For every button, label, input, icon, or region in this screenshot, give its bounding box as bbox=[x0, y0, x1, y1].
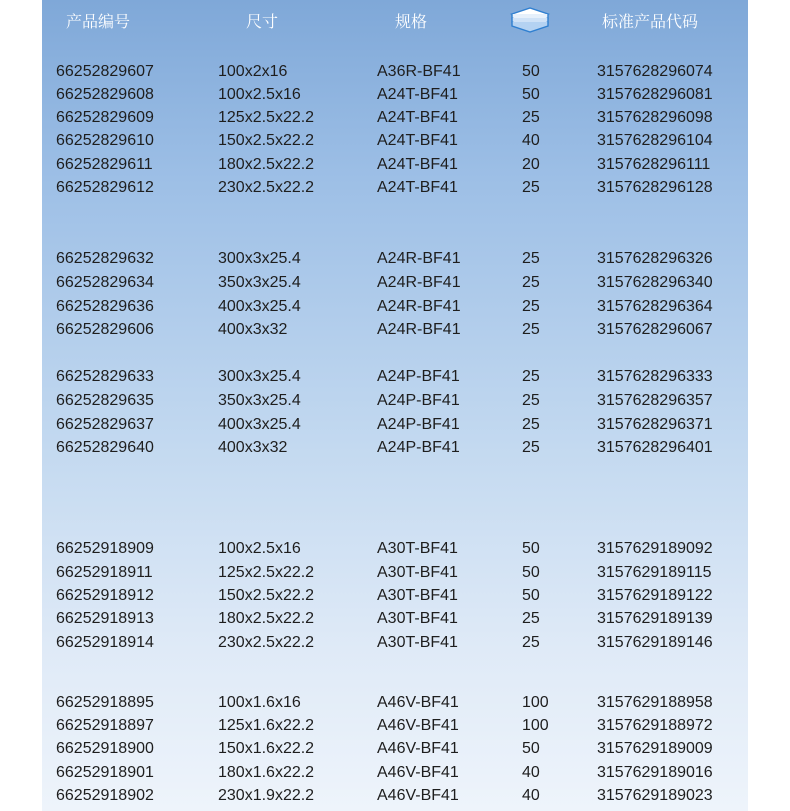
quantity-cell: 40 bbox=[522, 132, 540, 149]
spec-cell: A24R-BF41 bbox=[377, 298, 461, 315]
ean-cell: 3157629189115 bbox=[597, 564, 712, 581]
stack-of-sheets-icon bbox=[508, 5, 552, 35]
quantity-cell: 25 bbox=[522, 634, 540, 651]
quantity-cell: 100 bbox=[522, 694, 549, 711]
table-row bbox=[42, 562, 748, 584]
product-code-cell: 66252829636 bbox=[56, 298, 154, 315]
table-row bbox=[42, 84, 748, 106]
spec-cell: A30T-BF41 bbox=[377, 587, 458, 604]
size-cell: 300x3x25.4 bbox=[218, 368, 301, 385]
quantity-cell: 50 bbox=[522, 564, 540, 581]
product-code-cell: 66252918914 bbox=[56, 634, 154, 651]
table-row bbox=[42, 61, 748, 83]
size-cell: 125x1.6x22.2 bbox=[218, 717, 315, 734]
product-code-cell: 66252829633 bbox=[56, 368, 154, 385]
product-code-cell: 66252829606 bbox=[56, 321, 154, 338]
product-code-cell: 66252829612 bbox=[56, 179, 154, 196]
size-cell: 400x3x32 bbox=[218, 439, 288, 456]
ean-cell: 3157628296364 bbox=[597, 298, 713, 315]
ean-cell: 3157628296340 bbox=[597, 274, 713, 291]
table-row bbox=[42, 107, 748, 129]
product-code-cell: 66252918909 bbox=[56, 540, 154, 557]
product-code-cell: 66252829640 bbox=[56, 439, 154, 456]
spec-cell: A36R-BF41 bbox=[377, 63, 461, 80]
quantity-cell: 25 bbox=[522, 416, 540, 433]
table-row bbox=[42, 414, 748, 436]
table-row bbox=[42, 762, 748, 784]
size-cell: 350x3x25.4 bbox=[218, 274, 301, 291]
product-code-cell: 66252918897 bbox=[56, 717, 154, 734]
quantity-cell: 40 bbox=[522, 787, 540, 804]
size-cell: 100x2x16 bbox=[218, 63, 288, 80]
quantity-cell: 50 bbox=[522, 540, 540, 557]
size-cell: 125x2.5x22.2 bbox=[218, 564, 315, 581]
spec-cell: A24T-BF41 bbox=[377, 179, 458, 196]
quantity-cell: 25 bbox=[522, 321, 540, 338]
spec-cell: A30T-BF41 bbox=[377, 540, 458, 557]
table-row bbox=[42, 177, 748, 199]
size-cell: 400x3x25.4 bbox=[218, 298, 301, 315]
size-cell: 180x2.5x22.2 bbox=[218, 156, 315, 173]
size-cell: 150x2.5x22.2 bbox=[218, 132, 315, 149]
ean-cell: 3157628296074 bbox=[597, 63, 713, 80]
table-row bbox=[42, 785, 748, 807]
quantity-cell: 25 bbox=[522, 274, 540, 291]
table-row bbox=[42, 538, 748, 560]
spec-cell: A46V-BF41 bbox=[377, 717, 459, 734]
quantity-cell: 25 bbox=[522, 368, 540, 385]
size-cell: 400x3x25.4 bbox=[218, 416, 301, 433]
ean-cell: 3157628296067 bbox=[597, 321, 713, 338]
spec-cell: A30T-BF41 bbox=[377, 610, 458, 627]
ean-cell: 3157628296128 bbox=[597, 179, 713, 196]
size-cell: 150x1.6x22.2 bbox=[218, 740, 315, 757]
product-code-cell: 66252918895 bbox=[56, 694, 154, 711]
table-row bbox=[42, 248, 748, 270]
product-code-cell: 66252918901 bbox=[56, 764, 154, 781]
ean-cell: 3157628296104 bbox=[597, 132, 713, 149]
spec-cell: A24P-BF41 bbox=[377, 439, 460, 456]
spec-cell: A24P-BF41 bbox=[377, 392, 460, 409]
quantity-cell: 50 bbox=[522, 63, 540, 80]
product-code-cell: 66252918912 bbox=[56, 587, 154, 604]
product-code-cell: 66252829611 bbox=[56, 156, 153, 173]
spec-cell: A24T-BF41 bbox=[377, 109, 458, 126]
product-code-cell: 66252829632 bbox=[56, 250, 154, 267]
table-row bbox=[42, 715, 748, 737]
spec-cell: A46V-BF41 bbox=[377, 764, 459, 781]
ean-cell: 3157628296326 bbox=[597, 250, 713, 267]
product-code-cell: 66252829609 bbox=[56, 109, 154, 126]
size-cell: 400x3x32 bbox=[218, 321, 288, 338]
quantity-cell: 25 bbox=[522, 610, 540, 627]
table-row bbox=[42, 296, 748, 318]
ean-cell: 3157629188958 bbox=[597, 694, 713, 711]
product-code-cell: 66252918902 bbox=[56, 787, 154, 804]
spec-cell: A24P-BF41 bbox=[377, 416, 460, 433]
spec-cell: A46V-BF41 bbox=[377, 694, 459, 711]
quantity-cell: 25 bbox=[522, 298, 540, 315]
spec-cell: A46V-BF41 bbox=[377, 740, 459, 757]
ean-cell: 3157628296098 bbox=[597, 109, 713, 126]
size-cell: 230x2.5x22.2 bbox=[218, 634, 315, 651]
quantity-cell: 25 bbox=[522, 250, 540, 267]
product-code-cell: 66252829637 bbox=[56, 416, 154, 433]
ean-cell: 3157629188972 bbox=[597, 717, 713, 734]
spec-cell: A24P-BF41 bbox=[377, 368, 460, 385]
spec-cell: A24R-BF41 bbox=[377, 250, 461, 267]
quantity-cell: 50 bbox=[522, 740, 540, 757]
header-product-code: 产品编号 bbox=[66, 12, 131, 31]
spec-cell: A24R-BF41 bbox=[377, 274, 461, 291]
ean-cell: 3157628296111 bbox=[597, 156, 711, 173]
quantity-cell: 100 bbox=[522, 717, 549, 734]
size-cell: 150x2.5x22.2 bbox=[218, 587, 315, 604]
spec-cell: A46V-BF41 bbox=[377, 787, 459, 804]
size-cell: 100x1.6x16 bbox=[218, 694, 301, 711]
ean-cell: 3157629189092 bbox=[597, 540, 713, 557]
size-cell: 180x1.6x22.2 bbox=[218, 764, 315, 781]
ean-cell: 3157628296081 bbox=[597, 86, 713, 103]
table-row bbox=[42, 319, 748, 341]
size-cell: 180x2.5x22.2 bbox=[218, 610, 315, 627]
table-row bbox=[42, 130, 748, 152]
ean-cell: 3157628296371 bbox=[597, 416, 713, 433]
ean-cell: 3157628296357 bbox=[597, 392, 713, 409]
spec-cell: A24T-BF41 bbox=[377, 132, 458, 149]
table-row bbox=[42, 585, 748, 607]
ean-cell: 3157628296333 bbox=[597, 368, 713, 385]
quantity-cell: 25 bbox=[522, 179, 540, 196]
header-ean: 标准产品代码 bbox=[602, 12, 699, 31]
ean-cell: 3157629189139 bbox=[597, 610, 713, 627]
ean-cell: 3157629189023 bbox=[597, 787, 713, 804]
spec-cell: A24R-BF41 bbox=[377, 321, 461, 338]
ean-cell: 3157629189146 bbox=[597, 634, 713, 651]
quantity-cell: 50 bbox=[522, 86, 540, 103]
spec-cell: A24T-BF41 bbox=[377, 86, 458, 103]
ean-cell: 3157629189016 bbox=[597, 764, 713, 781]
size-cell: 350x3x25.4 bbox=[218, 392, 301, 409]
table-row bbox=[42, 632, 748, 654]
size-cell: 300x3x25.4 bbox=[218, 250, 301, 267]
product-code-cell: 66252918900 bbox=[56, 740, 154, 757]
quantity-cell: 40 bbox=[522, 764, 540, 781]
table-row bbox=[42, 366, 748, 388]
size-cell: 100x2.5x16 bbox=[218, 86, 301, 103]
table-row bbox=[42, 272, 748, 294]
product-code-cell: 66252918911 bbox=[56, 564, 153, 581]
product-code-cell: 66252829634 bbox=[56, 274, 154, 291]
spec-cell: A24T-BF41 bbox=[377, 156, 458, 173]
table-row bbox=[42, 608, 748, 630]
size-cell: 100x2.5x16 bbox=[218, 540, 301, 557]
product-code-cell: 66252918913 bbox=[56, 610, 154, 627]
quantity-cell: 20 bbox=[522, 156, 540, 173]
table-row bbox=[42, 738, 748, 760]
ean-cell: 3157628296401 bbox=[597, 439, 713, 456]
quantity-cell: 25 bbox=[522, 109, 540, 126]
product-code-cell: 66252829607 bbox=[56, 63, 154, 80]
table-row bbox=[42, 692, 748, 714]
header-spec: 规格 bbox=[395, 12, 428, 31]
size-cell: 125x2.5x22.2 bbox=[218, 109, 315, 126]
quantity-cell: 50 bbox=[522, 587, 540, 604]
ean-cell: 3157629189122 bbox=[597, 587, 713, 604]
size-cell: 230x2.5x22.2 bbox=[218, 179, 315, 196]
size-cell: 230x1.9x22.2 bbox=[218, 787, 315, 804]
product-code-cell: 66252829635 bbox=[56, 392, 154, 409]
quantity-cell: 25 bbox=[522, 439, 540, 456]
quantity-cell: 25 bbox=[522, 392, 540, 409]
product-table-panel bbox=[42, 0, 748, 811]
product-code-cell: 66252829608 bbox=[56, 86, 154, 103]
ean-cell: 3157629189009 bbox=[597, 740, 713, 757]
table-row bbox=[42, 154, 748, 176]
header-size: 尺寸 bbox=[246, 12, 279, 31]
table-row bbox=[42, 390, 748, 412]
spec-cell: A30T-BF41 bbox=[377, 634, 458, 651]
table-row bbox=[42, 437, 748, 459]
spec-cell: A30T-BF41 bbox=[377, 564, 458, 581]
product-code-cell: 66252829610 bbox=[56, 132, 154, 149]
